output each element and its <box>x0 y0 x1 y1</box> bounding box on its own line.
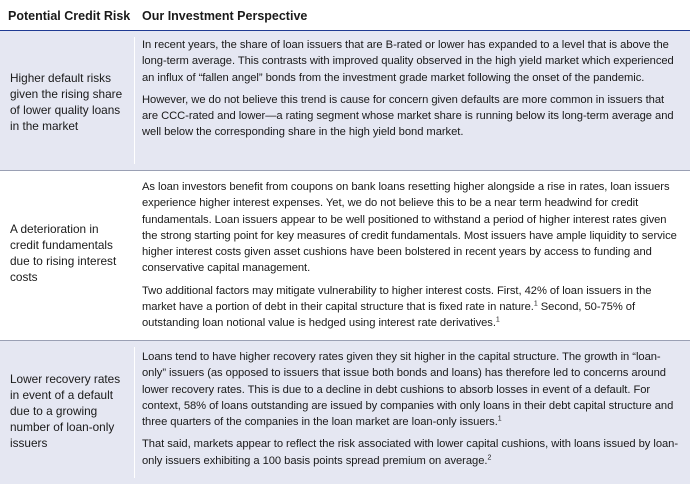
footnote-marker: 2 <box>487 454 492 462</box>
footnote-marker: 1 <box>497 415 502 423</box>
table-row-credit-fundamentals <box>0 170 690 335</box>
perspective-paragraph: In recent years, the share of loan issuers that are B-rated or lower has expanded to a level that is above the long-term average. This contrasts with improved quality observed in the high yield market which experienced an influx of “fallen angel” bonds from the investment grade market following the onset of the pandemic. <box>142 39 674 84</box>
perspective-paragraph <box>142 436 678 469</box>
perspective-sentence: Second, 50-75% of outstanding loan notional value is hedged using interest rate derivatives. <box>142 301 636 330</box>
perspective-sentence: Loans tend to have higher recovery rates given they sit higher in the capital structure. The growth in “loan-only” issuers (as opposed to issuers that issue both bonds and loans) has therefore led to concerns around lower recovery rates. This is due to a decline in debt cushions to absorb losses in event of a default. For context, 58% of loans outstanding are issued by companies with only loans in their debt capital structure and three quarters of the companies in the loan market are loan-only issuers. <box>142 351 674 429</box>
risk-label: A deterioration in credit fundamentals due to rising interest costs <box>10 222 117 284</box>
header-potential-credit-risk: Potential Credit Risk <box>8 9 131 23</box>
header-investment-perspective: Our Investment Perspective <box>142 9 308 23</box>
perspective-sentence: That said, markets appear to reflect the risk associated with lower capital cushions, with loans issued by loan-only issuers exhibiting a 100 basis points spread premium on average. <box>142 438 679 467</box>
footnote-marker: 1 <box>533 300 538 308</box>
perspective-paragraph: As loan investors benefit from coupons on bank loans resetting higher alongside a rise in rates, loan issuers experience higher interest expenses. Yet, we do not believe this to be a near term headwind for credit fundamentals. Loan issuers appear to be well positioned to withstand a period of higher interest rates given the strong starting point for key measures of credit fundamentals. Most issuers have ample liquidity to service higher interest costs given asset cushions have been bolstered in recent years by access to funding and conservative capital management. <box>142 181 677 275</box>
perspective-text <box>142 179 678 338</box>
column-divider <box>134 37 135 164</box>
perspective-text <box>142 37 678 147</box>
risk-label: Higher default risks given the rising share of lower quality loans in the market <box>10 71 123 133</box>
column-divider <box>134 347 135 478</box>
perspective-text <box>142 349 678 475</box>
perspective-sentence: Two additional factors may mitigate vulnerability to higher interest costs. First, 42% of loan issuers in the market have a portion of debt in their capital structure that is fixed rate in nature. <box>142 284 652 314</box>
table-row-recovery-rates <box>0 340 690 484</box>
table-row-default-risk <box>0 31 690 170</box>
risk-label: Lower recovery rates in event of a default due to a growing number of loan-only issuers <box>10 372 121 450</box>
perspective-paragraph <box>142 283 678 332</box>
perspective-paragraph <box>142 349 678 430</box>
table-header <box>0 0 690 31</box>
perspective-paragraph: However, we do not believe this trend is cause for concern given defaults are more common in issuers that are CCC-rated and lower—a rating segment whose market share is running below its long-term average and well below the corresponding share in the high yield bond market. <box>142 93 674 139</box>
footnote-marker: 1 <box>495 316 500 324</box>
